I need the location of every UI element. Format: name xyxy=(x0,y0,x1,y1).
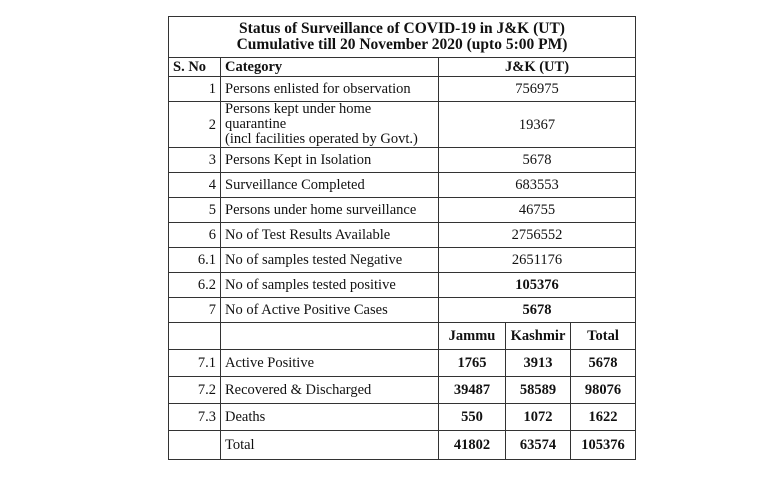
row-sno: 2 xyxy=(169,102,221,148)
row-value: 5678 xyxy=(439,148,636,173)
header-row xyxy=(169,58,636,77)
row-category xyxy=(221,102,439,148)
total-jammu: 41802 xyxy=(439,431,506,460)
row-category: Persons under home surveillance xyxy=(221,198,439,223)
row-category-line-2: (incl facilities operated by Govt.) xyxy=(225,131,418,147)
row-category: No of Test Results Available xyxy=(221,223,439,248)
table-row xyxy=(169,404,636,431)
row-sno: 6.2 xyxy=(169,273,221,298)
row-jammu: 1765 xyxy=(439,350,506,377)
title-line-2: Cumulative till 20 November 2020 (upto 5:00 PM) xyxy=(236,36,568,53)
surveillance-report xyxy=(168,16,635,460)
row-sno: 7.2 xyxy=(169,377,221,404)
header-sno: S. No xyxy=(169,58,221,77)
row-jammu: 39487 xyxy=(439,377,506,404)
row-sno: 1 xyxy=(169,77,221,102)
row-value: 46755 xyxy=(439,198,636,223)
row-value: 683553 xyxy=(439,173,636,198)
row-category: Surveillance Completed xyxy=(221,173,439,198)
split-header-blank xyxy=(169,323,221,350)
row-category: No of Active Positive Cases xyxy=(221,298,439,323)
table-row xyxy=(169,248,636,273)
table-row xyxy=(169,298,636,323)
row-category-line-1: Persons kept under home quarantine xyxy=(225,101,372,132)
total-label: Total xyxy=(221,431,439,460)
table-row xyxy=(169,173,636,198)
split-header-blank xyxy=(221,323,439,350)
row-sno: 4 xyxy=(169,173,221,198)
row-sno: 7.3 xyxy=(169,404,221,431)
row-value: 2756552 xyxy=(439,223,636,248)
row-category: Persons enlisted for observation xyxy=(221,77,439,102)
row-total: 5678 xyxy=(571,350,636,377)
row-total: 98076 xyxy=(571,377,636,404)
table-row xyxy=(169,223,636,248)
report-title xyxy=(169,17,636,58)
row-category: Persons Kept in Isolation xyxy=(221,148,439,173)
table-row xyxy=(169,350,636,377)
row-sno: 5 xyxy=(169,198,221,223)
row-value: 19367 xyxy=(439,102,636,148)
total-row xyxy=(169,431,636,460)
row-sno: 7.1 xyxy=(169,350,221,377)
row-sno: 6 xyxy=(169,223,221,248)
table-row xyxy=(169,198,636,223)
row-sno: 6.1 xyxy=(169,248,221,273)
row-category: No of samples tested positive xyxy=(221,273,439,298)
row-value: 105376 xyxy=(439,273,636,298)
table-row xyxy=(169,273,636,298)
row-sno: 7 xyxy=(169,298,221,323)
row-kashmir: 58589 xyxy=(506,377,571,404)
row-category: No of samples tested Negative xyxy=(221,248,439,273)
row-value: 2651176 xyxy=(439,248,636,273)
header-jk: J&K (UT) xyxy=(439,58,636,77)
row-kashmir: 3913 xyxy=(506,350,571,377)
header-category: Category xyxy=(221,58,439,77)
total-total: 105376 xyxy=(571,431,636,460)
table-row xyxy=(169,102,636,148)
table-row xyxy=(169,148,636,173)
row-kashmir: 1072 xyxy=(506,404,571,431)
row-category: Recovered & Discharged xyxy=(221,377,439,404)
title-line-1: Status of Surveillance of COVID-19 in J&K (UT) xyxy=(239,20,565,37)
header-jammu: Jammu xyxy=(439,323,506,350)
split-header-row xyxy=(169,323,636,350)
surveillance-table xyxy=(168,16,636,460)
table-row xyxy=(169,77,636,102)
row-value: 5678 xyxy=(439,298,636,323)
header-kashmir: Kashmir xyxy=(506,323,571,350)
header-total: Total xyxy=(571,323,636,350)
row-total: 1622 xyxy=(571,404,636,431)
row-value: 756975 xyxy=(439,77,636,102)
table-row xyxy=(169,377,636,404)
row-category: Active Positive xyxy=(221,350,439,377)
total-sno-blank xyxy=(169,431,221,460)
row-jammu: 550 xyxy=(439,404,506,431)
total-kashmir: 63574 xyxy=(506,431,571,460)
row-sno: 3 xyxy=(169,148,221,173)
row-category: Deaths xyxy=(221,404,439,431)
